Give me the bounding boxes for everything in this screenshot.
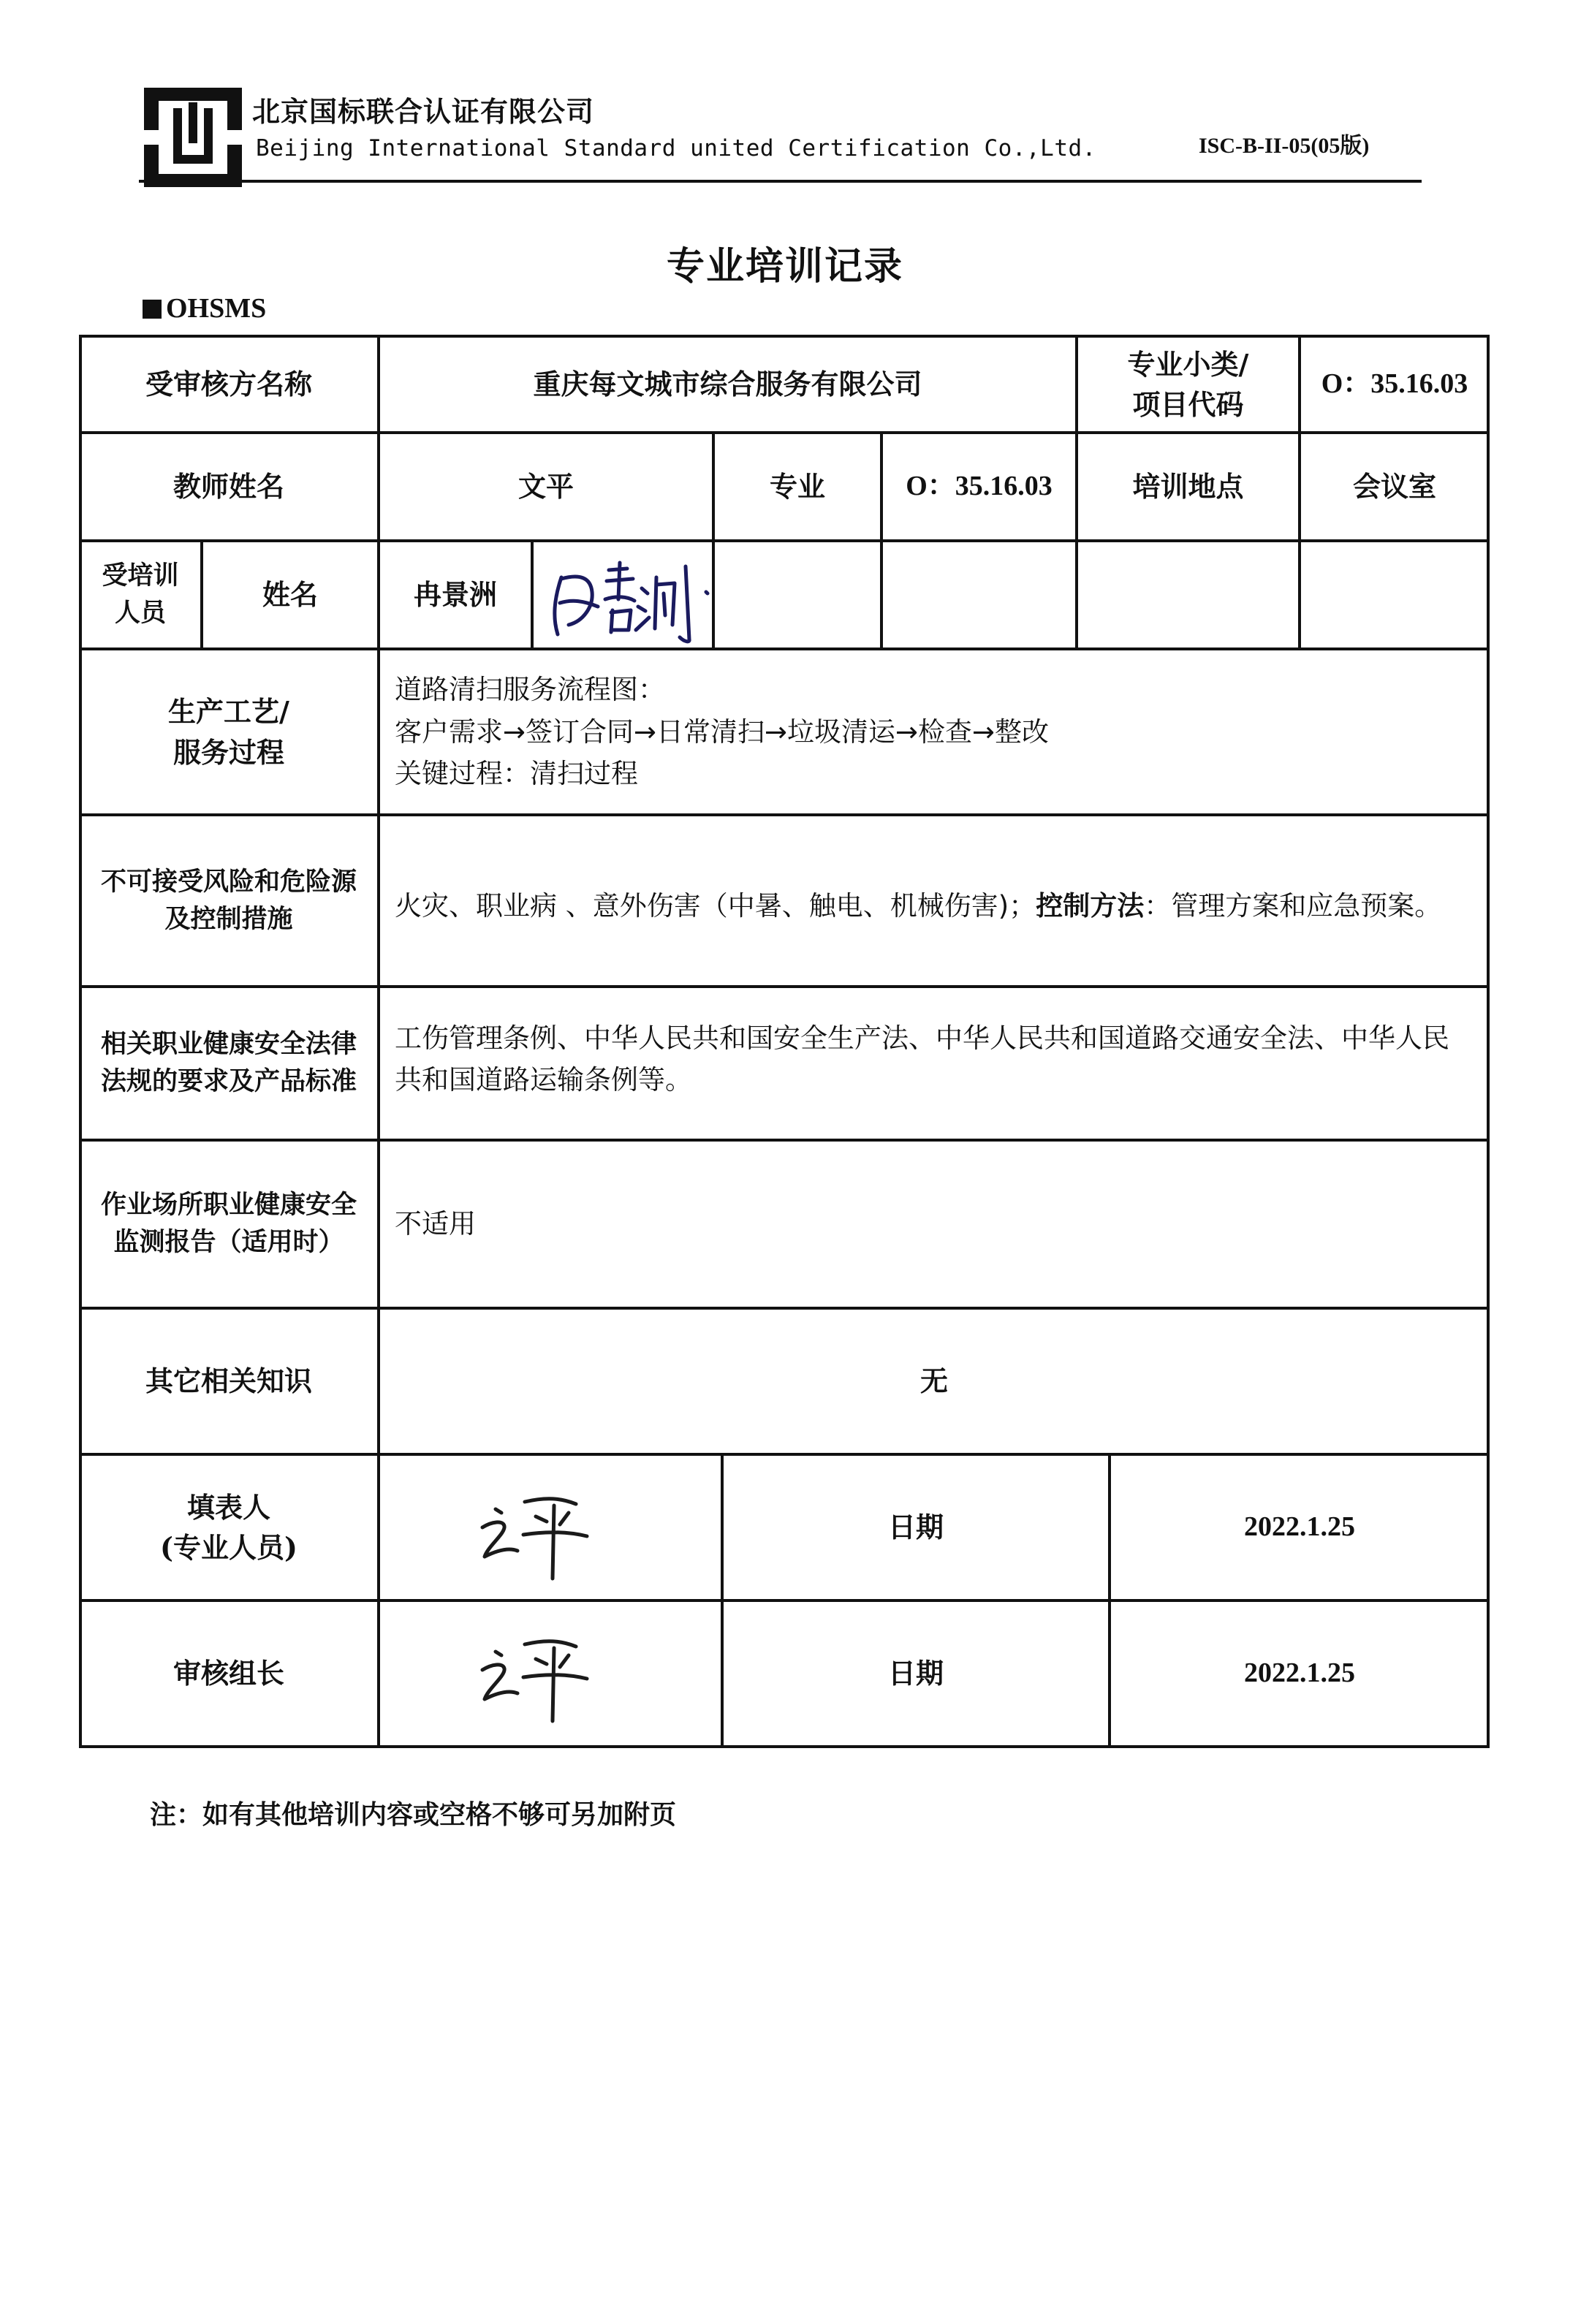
- header-rule: [139, 180, 1422, 183]
- process-label: 生产工艺/ 服务过程: [168, 695, 289, 769]
- major-label: 专业: [769, 470, 825, 504]
- risk-label: 不可接受风险和危险源 及控制措施: [100, 866, 357, 934]
- training-record-form: [79, 307, 1490, 1754]
- company-name-en: Beijing International Standard united Certification Co.,Ltd.: [256, 135, 1096, 162]
- handwritten-signature-icon: [539, 548, 715, 647]
- auditee-name-value: 重庆每文城市综合服务有限公司: [533, 368, 922, 401]
- system-name: OHSMS: [166, 293, 267, 324]
- risk-hazards: 火灾、职业病 、意外伤害（中暑、触电、机械伤害)；: [395, 890, 1036, 922]
- leader-date-label: 日期: [887, 1657, 944, 1690]
- handwritten-signature-icon: [466, 1619, 613, 1728]
- audit-leader-label: 审核组长: [172, 1657, 284, 1690]
- trainee-signature: [539, 548, 715, 647]
- risk-control-method-label: 控制方法: [1036, 889, 1145, 922]
- other-knowledge-label: 其它相关知识: [145, 1364, 312, 1398]
- filler-date-value: 2022.1.25: [1244, 1511, 1355, 1543]
- company-logo: [143, 86, 243, 189]
- footnote: 注：如有其他培训内容或空格不够可另加附页: [150, 1799, 677, 1830]
- auditee-name-label: 受审核方名称: [145, 368, 312, 401]
- filler-label: 填表人 (专业人员): [160, 1490, 297, 1564]
- handwritten-signature-icon: [466, 1476, 613, 1586]
- subcategory-code-value: O：35.16.03: [1321, 368, 1468, 400]
- training-location-value: 会议室: [1352, 470, 1436, 504]
- risk-value: [395, 815, 1487, 987]
- other-knowledge-value: 无: [919, 1364, 948, 1398]
- filler-date-label: 日期: [887, 1511, 944, 1544]
- teacher-name-value: 文平: [517, 470, 574, 504]
- risk-control-method: ：管理方案和应急预案。: [1144, 890, 1442, 922]
- law-value: 工伤管理条例、中华人民共和国安全生产法、中华人民共和国道路交通安全法、中华人民 共和国道路运输条例等。: [395, 1022, 1449, 1096]
- law-label: 相关职业健康安全法律 法规的要求及产品标准: [100, 1029, 357, 1096]
- trainee-name-label: 姓名: [262, 578, 318, 612]
- process-value: 道路清扫服务流程图： 客户需求→签订合同→日常清扫→垃圾清运→检查→整改 关键过程：清扫过程: [395, 674, 1050, 790]
- monitoring-label: 作业场所职业健康安全 监测报告（适用时）: [100, 1190, 357, 1257]
- leader-signature: [466, 1619, 613, 1728]
- isc-logo-icon: [143, 86, 243, 189]
- page-title: 专业培训记录: [666, 244, 903, 289]
- subcategory-code-label: 专业小类/ 项目代码: [1127, 347, 1249, 421]
- leader-date-value: 2022.1.25: [1244, 1657, 1355, 1689]
- training-location-label: 培训地点: [1132, 470, 1244, 504]
- trainee-label: 受培训 人员: [102, 561, 179, 628]
- filler-signature: [466, 1476, 613, 1586]
- company-name-cn: 北京国标联合认证有限公司: [252, 95, 595, 128]
- monitoring-value: 不适用: [395, 1208, 476, 1240]
- major-value: O：35.16.03: [906, 471, 1053, 502]
- trainee-name-value: 冉景洲: [413, 578, 497, 612]
- teacher-name-label: 教师姓名: [172, 470, 284, 504]
- document-code: ISC-B-II-05(05版): [1199, 134, 1370, 158]
